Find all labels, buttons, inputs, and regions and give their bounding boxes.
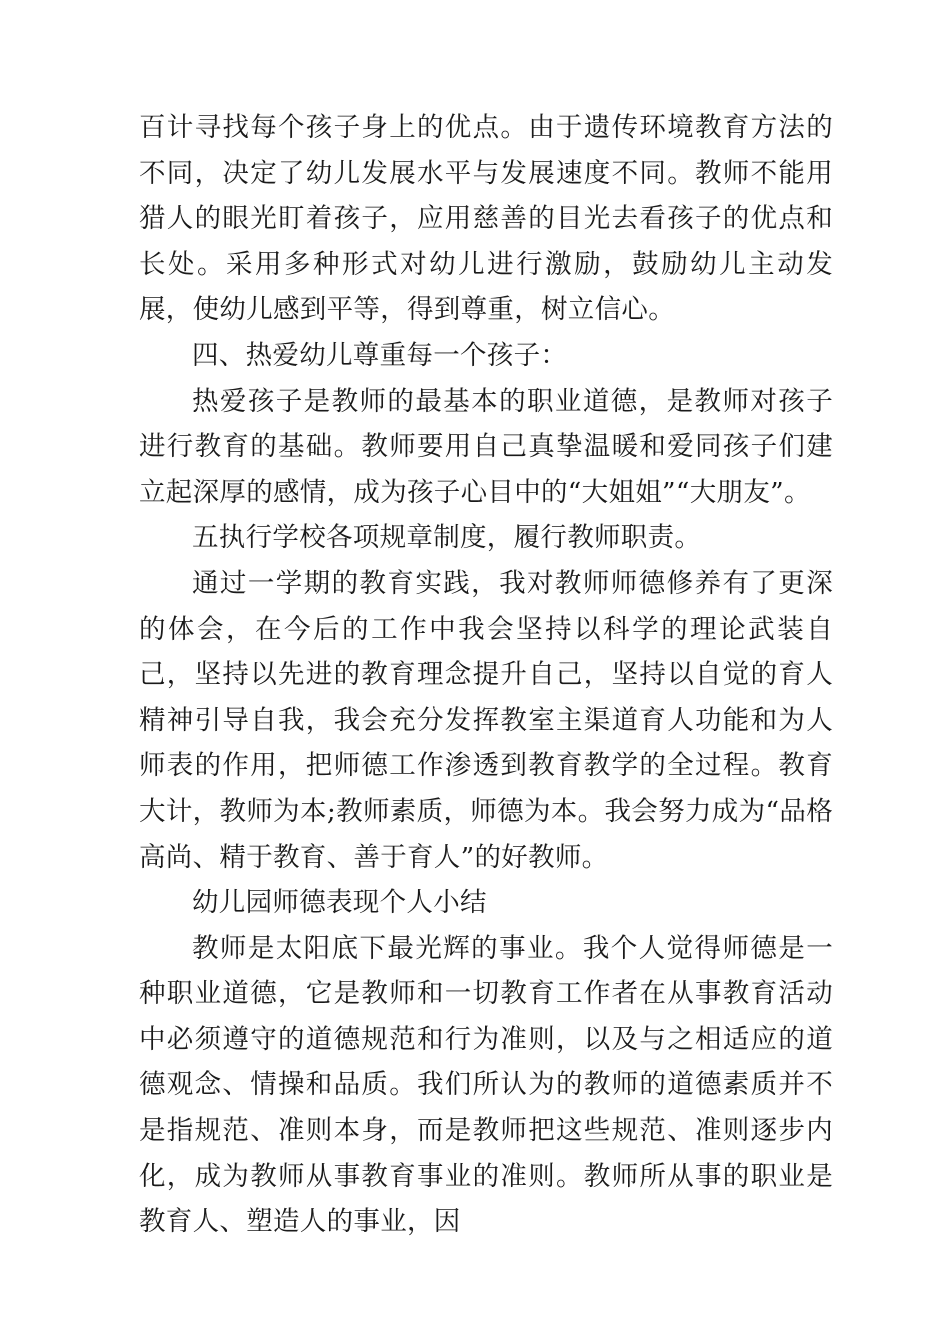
section-title-personal-summary: 幼儿园师德表现个人小结 [192, 887, 487, 919]
section-heading-love-children: 四、热爱幼儿尊重每一个孩子： [192, 339, 568, 371]
paragraph-teacher-ethics: 教师是太阳底下最光辉的事业。我个人觉得师德是一种职业道德，它是教师和一切教育工作者在从事教育活动中必须遵守的道德规范和行为准则，以及与之相适应的道德观念、情操和品质。我们所认为的教师的道德素质并不是指规范、准则本身，而是教师把这些规范、准则逐步内化，成为教师从事教育事业的准则。教师所从事的职业是教育人、塑造人的事业，因 [139, 932, 833, 1238]
paragraph-practice-summary: 通过一学期的教育实践，我对教师师德修养有了更深的体会，在今后的工作中我会坚持以科学的理论武装自己，坚持以先进的教育理念提升自己，坚持以自觉的育人精神引导自我，我会充分发挥教室主渠道育人功能和为人师表的作用，把师德工作渗透到教育教学的全过程。教育大计，教师为本;教师素质，师德为本。我会努力成为“品格高尚、精于教育、善于育人”的好教师。 [139, 567, 833, 873]
paragraph-continuation: 百计寻找每个孩子身上的优点。由于遗传环境教育方法的不同，决定了幼儿发展水平与发展速度不同。教师不能用猎人的眼光盯着孩子，应用慈善的目光去看孩子的优点和长处。采用多种形式对幼儿进行激励，鼓励幼儿主动发展，使幼儿感到平等，得到尊重，树立信心。 [139, 112, 833, 326]
document-body [139, 105, 833, 1245]
paragraph-love-children: 热爱孩子是教师的最基本的职业道德，是教师对孩子进行教育的基础。教师要用自己真挚温暖和爱同孩子们建立起深厚的感情，成为孩子心目中的“大姐姐”“大朋友”。 [139, 385, 833, 508]
section-heading-school-rules: 五执行学校各项规章制度，履行教师职责。 [192, 522, 702, 554]
